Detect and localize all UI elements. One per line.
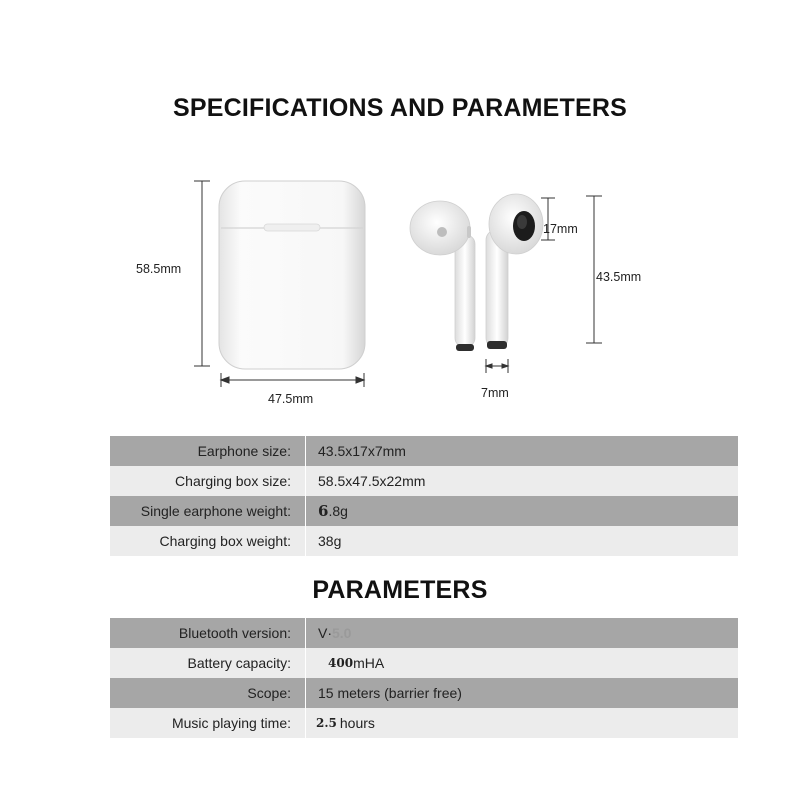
right-earbud-image — [486, 194, 543, 349]
case-height-label: 58.5mm — [136, 262, 182, 276]
param-value: 15 meters (barrier free) — [318, 685, 462, 701]
table-row — [110, 648, 738, 678]
param-value: V· — [318, 625, 332, 641]
page-title: SPECIFICATIONS AND PARAMETERS — [173, 94, 627, 122]
spec-value: .8g — [328, 503, 348, 519]
table-row — [110, 526, 738, 556]
param-value: hours — [339, 715, 375, 731]
case-width-label: 47.5mm — [268, 392, 314, 406]
param-value: mHA — [353, 655, 385, 671]
param-value-highlight: 2.5 — [316, 716, 337, 730]
param-value-faded: 5.0 — [332, 625, 352, 641]
spec-value: 58.5x47.5x22mm — [318, 473, 426, 489]
earbud-height-label: 43.5mm — [596, 270, 642, 284]
param-label: Scope: — [110, 678, 306, 708]
left-earbud-image — [410, 201, 475, 351]
param-label: Battery capacity: — [110, 648, 306, 678]
case-width-dimension-line — [221, 373, 364, 387]
spec-label: Single earphone weight: — [110, 496, 306, 526]
section-title: PARAMETERS — [312, 576, 488, 604]
table-row — [110, 436, 738, 466]
table-row — [110, 678, 738, 708]
charging-case-image — [219, 181, 365, 369]
table-row — [110, 618, 738, 648]
param-label: Bluetooth version: — [110, 618, 306, 648]
case-height-dimension-line — [194, 181, 210, 366]
spec-label: Earphone size: — [110, 436, 306, 466]
specifications-table — [110, 436, 738, 556]
earbud-head-label: 17mm — [543, 222, 578, 236]
spec-value-highlight: 6 — [318, 502, 329, 520]
earbud-stem-dimension-line — [486, 359, 508, 373]
table-row — [110, 496, 738, 526]
spec-label: Charging box size: — [110, 466, 306, 496]
earbud-stem-label: 7mm — [481, 386, 509, 400]
table-row — [110, 466, 738, 496]
table-row — [110, 708, 738, 738]
param-label: Music playing time: — [110, 708, 306, 738]
parameters-table — [110, 618, 738, 738]
spec-value: 43.5x17x7mm — [318, 443, 406, 459]
spec-label: Charging box weight: — [110, 526, 306, 556]
spec-value: 38g — [318, 533, 342, 549]
param-value-highlight: 400 — [328, 656, 354, 670]
